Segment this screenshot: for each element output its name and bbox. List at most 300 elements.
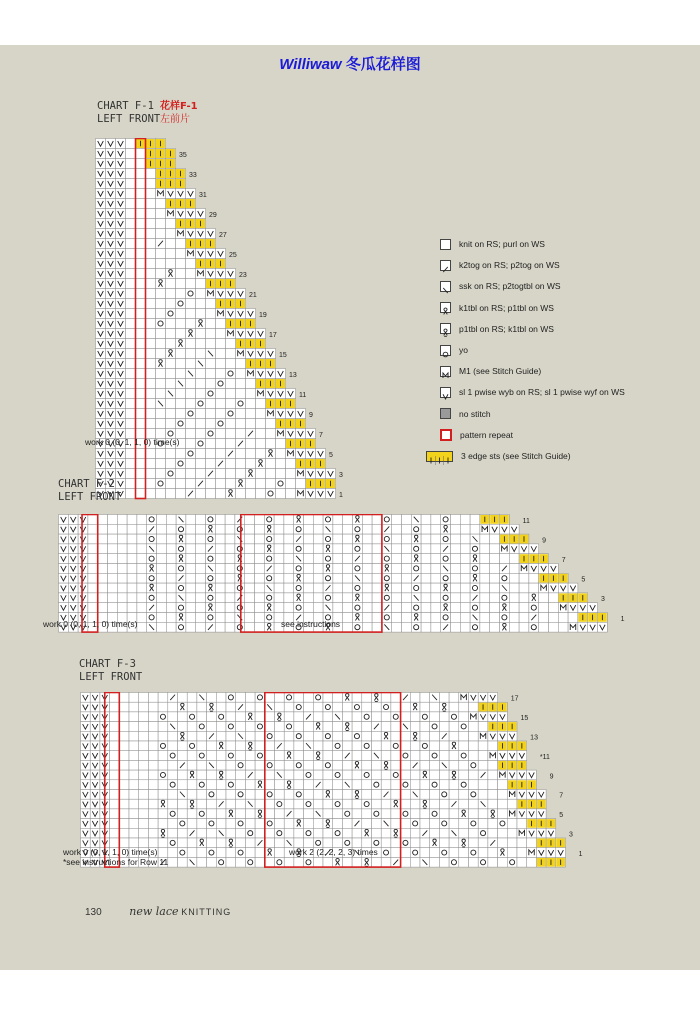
chart-cell	[352, 799, 362, 809]
chart-cell	[323, 751, 333, 761]
chart-cell	[156, 219, 166, 229]
row-number: 11	[522, 517, 530, 525]
row-number: 23	[239, 272, 247, 279]
chart-cell	[176, 309, 186, 319]
chart-cell	[148, 712, 158, 722]
chart-cell	[236, 848, 246, 858]
chart-cell	[431, 534, 441, 544]
chart-cell	[499, 593, 509, 603]
legend-row	[440, 343, 468, 357]
chart-cell	[256, 399, 266, 409]
chart-cell	[284, 554, 294, 564]
chart-cell	[459, 731, 469, 741]
chart-cell	[176, 259, 186, 269]
chart-cell	[284, 563, 294, 573]
chart-cell	[323, 809, 333, 819]
chart-cell	[137, 593, 147, 603]
chart-cell	[216, 780, 226, 790]
chart-cell	[119, 722, 129, 732]
chart-cell	[255, 612, 265, 622]
chart-cell	[460, 563, 470, 573]
chart-cell	[478, 741, 488, 751]
chart-cell	[168, 731, 178, 741]
chart-cell	[372, 603, 382, 613]
chart-cell	[186, 583, 196, 593]
chart-cell	[313, 593, 323, 603]
chart-cell	[146, 279, 156, 289]
chart-cell	[108, 603, 118, 613]
chart-cell	[265, 760, 275, 770]
chart-cell	[216, 712, 226, 722]
chart-cell	[207, 838, 217, 848]
chart-cell	[236, 819, 246, 829]
chart-cell	[313, 693, 323, 703]
chart-cell	[126, 309, 136, 319]
chart-cell	[176, 299, 186, 309]
chart-cell	[439, 828, 449, 838]
chart-cell	[507, 838, 517, 848]
chart-cell	[517, 857, 527, 867]
chart-cell	[517, 848, 527, 858]
chart-cell	[498, 780, 508, 790]
chart-cell	[342, 712, 352, 722]
chart-cell	[156, 409, 166, 419]
chart-cell	[391, 848, 401, 858]
chart-cell	[343, 563, 353, 573]
chart-cell	[266, 429, 276, 439]
chart-cell	[119, 751, 129, 761]
chart-cell	[441, 554, 451, 564]
chart-cell	[284, 693, 294, 703]
chart-cell	[275, 731, 285, 741]
chart-cell	[468, 838, 478, 848]
chart-cell	[226, 819, 236, 829]
chart-cell	[196, 309, 206, 319]
chart-cell	[225, 563, 235, 573]
chart-cell	[296, 479, 306, 489]
chart-cell	[98, 563, 108, 573]
row-number: 11	[299, 392, 307, 399]
chart-cell	[449, 722, 459, 732]
chart-cell	[119, 828, 129, 838]
chart-cell	[333, 770, 343, 780]
chart-cell	[392, 593, 402, 603]
page	[0, 45, 700, 970]
chart-cell	[110, 722, 120, 732]
chart-cell	[196, 439, 206, 449]
chart-cell	[196, 369, 206, 379]
chart-cell	[468, 789, 478, 799]
chart-cell	[274, 544, 284, 554]
chart-cell	[431, 593, 441, 603]
chart-cell	[156, 249, 166, 259]
chart-cell	[108, 573, 118, 583]
chart-cell	[460, 622, 470, 632]
chart-cell	[226, 389, 236, 399]
chart-cell	[117, 593, 127, 603]
chart-cell	[401, 780, 411, 790]
chart-cell	[265, 828, 275, 838]
chart-cell	[108, 515, 118, 525]
chart-cell	[178, 780, 188, 790]
chart-cell	[157, 573, 167, 583]
p1tbl-icon	[440, 323, 451, 334]
chart-cell	[166, 379, 176, 389]
chart-cell	[420, 702, 430, 712]
chart-cell	[126, 259, 136, 269]
chart-cell	[275, 819, 285, 829]
chart-cell	[266, 469, 276, 479]
chart-cell	[136, 379, 146, 389]
chart-cell	[166, 359, 176, 369]
chart-cell	[275, 780, 285, 790]
chart-cell	[226, 429, 236, 439]
chart-cell	[216, 339, 226, 349]
chart-cell	[108, 524, 118, 534]
chart-cell	[430, 828, 440, 838]
chart-cell	[139, 760, 149, 770]
chart-cell	[488, 828, 498, 838]
chart-cell	[548, 603, 558, 613]
chart-cell	[264, 554, 274, 564]
chart-cell	[139, 702, 149, 712]
chart-cell	[215, 524, 225, 534]
chart-cell	[166, 309, 176, 319]
chart-cell	[216, 429, 226, 439]
chart-cell	[148, 751, 158, 761]
chart-cell	[196, 612, 206, 622]
chart-cell	[391, 838, 401, 848]
chart-cell	[166, 229, 176, 239]
chart-cell	[236, 789, 246, 799]
legend-label: ssk on RS; p2togtbl on WS	[459, 281, 561, 292]
chart-cell	[137, 534, 147, 544]
chart-cell	[352, 809, 362, 819]
chart-cell	[284, 722, 294, 732]
chart-cell	[178, 770, 188, 780]
chart-cell	[265, 857, 275, 867]
chart-cell	[255, 848, 265, 858]
chart-cell	[441, 593, 451, 603]
chart-cell	[196, 544, 206, 554]
chart-cell	[166, 524, 176, 534]
chart-cell	[178, 848, 188, 858]
chart-cell	[186, 389, 196, 399]
chart-cell	[245, 693, 255, 703]
chart-cell	[411, 544, 421, 554]
chart-cell	[186, 459, 196, 469]
chart-cell	[129, 799, 139, 809]
chart-cell	[126, 209, 136, 219]
chart-cell	[176, 524, 186, 534]
chart-cell	[509, 583, 519, 593]
chart-cell	[352, 780, 362, 790]
chart-cell	[391, 819, 401, 829]
chart-cell	[480, 603, 490, 613]
chart-cell	[226, 799, 236, 809]
chart-cell	[488, 857, 498, 867]
chart-cell	[119, 770, 129, 780]
chart-cell	[236, 459, 246, 469]
chart-cell	[459, 828, 469, 838]
chart-cell	[294, 857, 304, 867]
chart-cell	[110, 770, 120, 780]
chart-cell	[255, 622, 265, 632]
chart-cell	[460, 524, 470, 534]
chart-cell	[392, 515, 402, 525]
chart-cell	[391, 712, 401, 722]
chart-cell	[255, 828, 265, 838]
chart-cell	[129, 809, 139, 819]
chart-cell	[246, 459, 256, 469]
chart-cell	[286, 479, 296, 489]
chart-cell	[207, 809, 217, 819]
chart-cell	[197, 819, 207, 829]
chart-cell	[226, 399, 236, 409]
chart-cell	[110, 702, 120, 712]
chart-f3-note: work 0 (0, 1, 1, 0) time(s) *see instructions for Row 11	[63, 847, 169, 867]
chart-cell	[459, 722, 469, 732]
chart-cell	[507, 799, 517, 809]
chart-cell	[147, 554, 157, 564]
chart-cell	[284, 741, 294, 751]
legend-label: 3 edge sts (see Stitch Guide)	[461, 451, 571, 461]
row-number: 1	[578, 850, 583, 858]
chart-cell	[509, 554, 519, 564]
chart-cell	[255, 544, 265, 554]
chart-cell	[126, 489, 136, 499]
chart-cell	[236, 419, 246, 429]
chart-f3-svg	[80, 692, 605, 871]
chart-cell	[119, 809, 129, 819]
chart-cell	[187, 848, 197, 858]
chart-cell	[137, 515, 147, 525]
chart-cell	[148, 693, 158, 703]
chart-cell	[146, 259, 156, 269]
chart-cell	[439, 857, 449, 867]
chart-cell	[196, 573, 206, 583]
chart-cell	[439, 838, 449, 848]
chart-cell	[226, 712, 236, 722]
chart-cell	[352, 712, 362, 722]
chart-cell	[382, 554, 392, 564]
chart-cell	[110, 693, 120, 703]
chart-cell	[187, 722, 197, 732]
chart-cell	[147, 612, 157, 622]
chart-cell	[256, 449, 266, 459]
chart-cell	[382, 573, 392, 583]
chart-cell	[226, 359, 236, 369]
chart-cell	[136, 399, 146, 409]
chart-cell	[459, 751, 469, 761]
chart-cell	[146, 379, 156, 389]
chart-cell	[196, 409, 206, 419]
chart-cell	[148, 741, 158, 751]
chart-cell	[129, 770, 139, 780]
chart-cell	[246, 399, 256, 409]
chart-cell	[382, 612, 392, 622]
chart-cell	[450, 573, 460, 583]
chart-cell	[176, 479, 186, 489]
chart-cell	[127, 524, 137, 534]
chart-cell	[126, 279, 136, 289]
chart-cell	[187, 712, 197, 722]
chart-cell	[460, 515, 470, 525]
chart-cell	[235, 563, 245, 573]
chart-cell	[126, 419, 136, 429]
chart-cell	[117, 554, 127, 564]
chart-cell	[110, 780, 120, 790]
chart-cell	[313, 857, 323, 867]
chart-cell	[480, 583, 490, 593]
row-number: 5	[559, 812, 564, 820]
chart-cell	[459, 799, 469, 809]
chart-cell	[196, 299, 206, 309]
chart-cell	[468, 819, 478, 829]
chart-cell	[498, 809, 508, 819]
chart-cell	[450, 544, 460, 554]
chart-cell	[323, 554, 333, 564]
chart-cell	[372, 583, 382, 593]
chart-cell	[196, 339, 206, 349]
row-number: 13	[289, 372, 297, 379]
chart-cell	[266, 459, 276, 469]
chart-cell	[236, 828, 246, 838]
chart-cell	[391, 789, 401, 799]
chart-cell	[265, 780, 275, 790]
chart-cell	[226, 760, 236, 770]
chart-cell	[304, 770, 314, 780]
chart-cell	[439, 741, 449, 751]
chart-cell	[362, 534, 372, 544]
chart-cell	[127, 554, 137, 564]
chart-cell	[216, 449, 226, 459]
chart-cell	[371, 789, 381, 799]
chart-cell	[509, 603, 519, 613]
chart-cell	[98, 544, 108, 554]
chart-cell	[256, 479, 266, 489]
chart-cell	[126, 299, 136, 309]
chart-cell	[117, 544, 127, 554]
chart-cell	[284, 828, 294, 838]
chart-cell	[225, 524, 235, 534]
chart-cell	[256, 489, 266, 499]
chart-cell	[187, 741, 197, 751]
chart-cell	[146, 289, 156, 299]
chart-cell	[420, 751, 430, 761]
chart-cell	[226, 848, 236, 858]
chart-cell	[136, 369, 146, 379]
chart-cell	[139, 809, 149, 819]
chart-cell	[117, 573, 127, 583]
chart-cell	[216, 369, 226, 379]
chart-cell	[275, 789, 285, 799]
chart-cell	[146, 299, 156, 309]
chart-cell	[129, 731, 139, 741]
chart-cell	[410, 819, 420, 829]
chart-cell	[146, 249, 156, 259]
chart-cell	[196, 459, 206, 469]
chart-cell	[362, 544, 372, 554]
chart-cell	[507, 857, 517, 867]
chart-cell	[431, 583, 441, 593]
chart-cell	[313, 524, 323, 534]
chart-cell	[119, 780, 129, 790]
chart-cell	[166, 554, 176, 564]
chart-cell	[176, 409, 186, 419]
chart-cell	[137, 573, 147, 583]
chart-cell	[498, 828, 508, 838]
chart-cell	[245, 603, 255, 613]
chart-cell	[137, 583, 147, 593]
chart-cell	[256, 469, 266, 479]
chart-cell	[381, 780, 391, 790]
chart-cell	[372, 515, 382, 525]
chart-f1-grid	[95, 138, 375, 502]
chart-cell	[196, 524, 206, 534]
chart-cell	[216, 479, 226, 489]
chart-cell	[265, 722, 275, 732]
chart-cell	[468, 799, 478, 809]
row-number: 31	[199, 192, 207, 199]
chart-cell	[333, 515, 343, 525]
chart-cell	[256, 409, 266, 419]
row-number: 19	[259, 312, 267, 319]
chart-cell	[313, 702, 323, 712]
chart-cell	[255, 712, 265, 722]
chart-cell	[265, 789, 275, 799]
chart-cell	[148, 780, 158, 790]
chart-cell	[196, 583, 206, 593]
chart-cell	[129, 712, 139, 722]
chart-cell	[215, 622, 225, 632]
chart-cell	[255, 857, 265, 867]
chart-cell	[216, 789, 226, 799]
chart-cell	[126, 269, 136, 279]
chart-cell	[139, 828, 149, 838]
chart-cell	[226, 741, 236, 751]
chart-cell	[236, 722, 246, 732]
chart-cell	[352, 563, 362, 573]
chart-cell	[235, 524, 245, 534]
chart-cell	[186, 299, 196, 309]
chart-cell	[342, 799, 352, 809]
chart-cell	[265, 809, 275, 819]
row-number: 3	[339, 472, 343, 479]
chart-cell	[362, 622, 372, 632]
chart-cell	[401, 583, 411, 593]
chart-cell	[460, 573, 470, 583]
chart-cell	[146, 359, 156, 369]
chart-cell	[284, 534, 294, 544]
chart-cell	[146, 409, 156, 419]
chart-cell	[255, 751, 265, 761]
chart-cell	[236, 389, 246, 399]
chart-cell	[186, 429, 196, 439]
chart-cell	[430, 731, 440, 741]
chart-cell	[166, 489, 176, 499]
chart-cell	[207, 828, 217, 838]
chart-cell	[156, 459, 166, 469]
chart-cell	[126, 459, 136, 469]
chart-cell	[206, 534, 216, 544]
chart-cell	[166, 399, 176, 409]
chart-cell	[431, 544, 441, 554]
chart-cell	[459, 789, 469, 799]
chart-cell	[478, 789, 488, 799]
edge-sts-icon	[426, 451, 453, 462]
chart-cell	[216, 469, 226, 479]
